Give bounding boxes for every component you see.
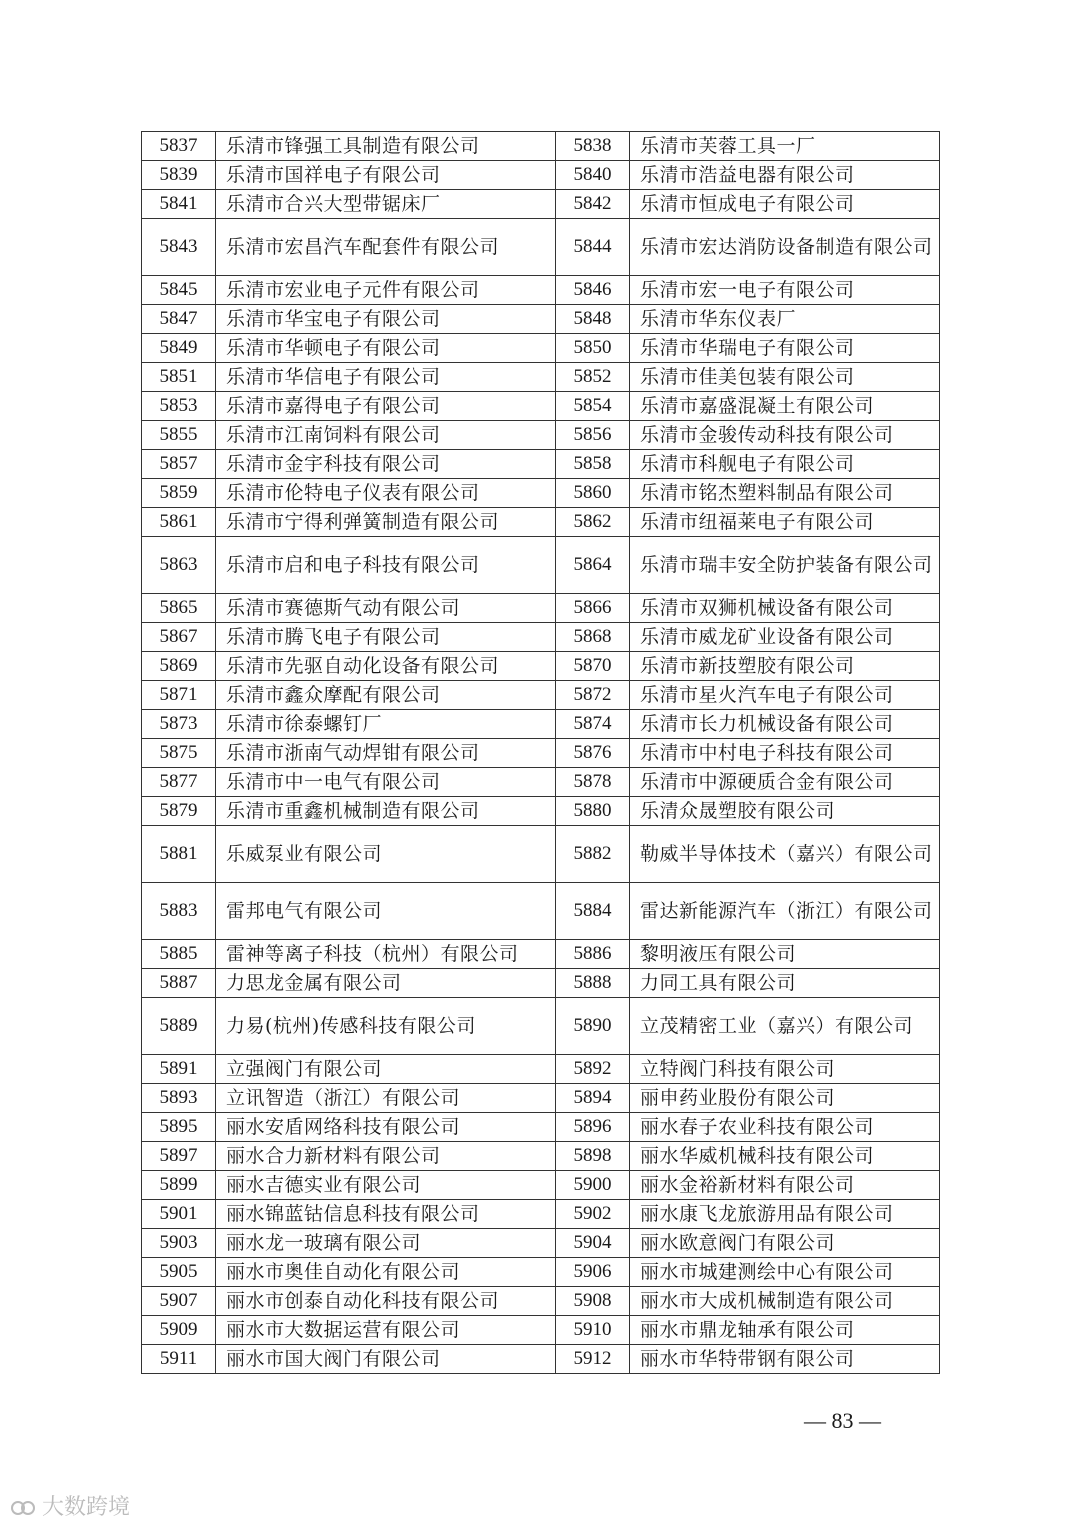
company-name: 乐清市佳美包装有限公司 — [630, 363, 940, 392]
company-name: 立茂精密工业（嘉兴）有限公司 — [630, 998, 940, 1055]
company-name: 丽水春子农业科技有限公司 — [630, 1113, 940, 1142]
row-number: 5897 — [142, 1142, 216, 1171]
company-name: 丽水锦蓝钴信息科技有限公司 — [216, 1200, 556, 1229]
company-name: 乐清市宏业电子元件有限公司 — [216, 276, 556, 305]
row-number: 5852 — [556, 363, 630, 392]
company-name: 乐清市长力机械设备有限公司 — [630, 710, 940, 739]
company-name: 乐清市宏昌汽车配套件有限公司 — [216, 219, 556, 276]
company-name: 立特阀门科技有限公司 — [630, 1055, 940, 1084]
table-row — [142, 392, 940, 421]
company-name: 乐清市华瑞电子有限公司 — [630, 334, 940, 363]
row-number: 5869 — [142, 652, 216, 681]
row-number: 5863 — [142, 537, 216, 594]
table-row — [142, 363, 940, 392]
company-name: 雷神等离子科技（杭州）有限公司 — [216, 940, 556, 969]
row-number: 5899 — [142, 1171, 216, 1200]
company-name: 乐清市中村电子科技有限公司 — [630, 739, 940, 768]
company-name: 乐清市宏一电子有限公司 — [630, 276, 940, 305]
company-name: 乐清市中源硬质合金有限公司 — [630, 768, 940, 797]
row-number: 5858 — [556, 450, 630, 479]
row-number: 5867 — [142, 623, 216, 652]
row-number: 5906 — [556, 1258, 630, 1287]
company-name: 乐清市铭杰塑料制品有限公司 — [630, 479, 940, 508]
row-number: 5873 — [142, 710, 216, 739]
row-number: 5845 — [142, 276, 216, 305]
company-name: 乐清市中一电气有限公司 — [216, 768, 556, 797]
company-name: 乐清市赛德斯气动有限公司 — [216, 594, 556, 623]
table-row — [142, 334, 940, 363]
company-name: 乐清市浩益电器有限公司 — [630, 161, 940, 190]
company-name: 乐清市纽福莱电子有限公司 — [630, 508, 940, 537]
page-number: — 83 — — [804, 1408, 881, 1433]
company-name: 丽水欧意阀门有限公司 — [630, 1229, 940, 1258]
company-name: 乐清市江南饲料有限公司 — [216, 421, 556, 450]
table-row — [142, 190, 940, 219]
table-row — [142, 276, 940, 305]
row-number: 5856 — [556, 421, 630, 450]
row-number: 5883 — [142, 883, 216, 940]
table-row — [142, 537, 940, 594]
row-number: 5871 — [142, 681, 216, 710]
row-number: 5843 — [142, 219, 216, 276]
row-number: 5905 — [142, 1258, 216, 1287]
table-row — [142, 1171, 940, 1200]
row-number: 5879 — [142, 797, 216, 826]
row-number: 5903 — [142, 1229, 216, 1258]
row-number: 5842 — [556, 190, 630, 219]
row-number: 5866 — [556, 594, 630, 623]
row-number: 5859 — [142, 479, 216, 508]
company-name: 乐清市科舰电子有限公司 — [630, 450, 940, 479]
row-number: 5877 — [142, 768, 216, 797]
company-name: 乐清市重鑫机械制造有限公司 — [216, 797, 556, 826]
row-number: 5908 — [556, 1287, 630, 1316]
company-name: 丽水龙一玻璃有限公司 — [216, 1229, 556, 1258]
company-name: 乐清市先驱自动化设备有限公司 — [216, 652, 556, 681]
table-row — [142, 1055, 940, 1084]
table-row — [142, 161, 940, 190]
company-name: 丽水市国大阀门有限公司 — [216, 1345, 556, 1374]
row-number: 5881 — [142, 826, 216, 883]
company-name: 乐清市金宇科技有限公司 — [216, 450, 556, 479]
row-number: 5870 — [556, 652, 630, 681]
company-name: 乐清市瑞丰安全防护装备有限公司 — [630, 537, 940, 594]
table-row — [142, 594, 940, 623]
row-number: 5864 — [556, 537, 630, 594]
table-row — [142, 1200, 940, 1229]
row-number: 5878 — [556, 768, 630, 797]
row-number: 5889 — [142, 998, 216, 1055]
table-row — [142, 1287, 940, 1316]
company-name: 乐清市启和电子科技有限公司 — [216, 537, 556, 594]
table-row — [142, 940, 940, 969]
row-number: 5882 — [556, 826, 630, 883]
row-number: 5874 — [556, 710, 630, 739]
row-number: 5875 — [142, 739, 216, 768]
company-name: 雷邦电气有限公司 — [216, 883, 556, 940]
row-number: 5910 — [556, 1316, 630, 1345]
company-name: 黎明液压有限公司 — [630, 940, 940, 969]
company-name: 雷达新能源汽车（浙江）有限公司 — [630, 883, 940, 940]
table-row — [142, 421, 940, 450]
row-number: 5844 — [556, 219, 630, 276]
company-name: 力同工具有限公司 — [630, 969, 940, 998]
table-row — [142, 681, 940, 710]
table-row — [142, 1229, 940, 1258]
row-number: 5865 — [142, 594, 216, 623]
row-number: 5846 — [556, 276, 630, 305]
company-name: 乐清市浙南气动焊钳有限公司 — [216, 739, 556, 768]
company-name: 乐清市合兴大型带锯床厂 — [216, 190, 556, 219]
row-number: 5884 — [556, 883, 630, 940]
company-name: 乐清市星火汽车电子有限公司 — [630, 681, 940, 710]
company-name: 乐清市嘉盛混凝土有限公司 — [630, 392, 940, 421]
company-name: 丽水市大数据运营有限公司 — [216, 1316, 556, 1345]
row-number: 5862 — [556, 508, 630, 537]
table-row — [142, 969, 940, 998]
company-name: 乐威泵业有限公司 — [216, 826, 556, 883]
row-number: 5888 — [556, 969, 630, 998]
company-name: 丽水康飞龙旅游用品有限公司 — [630, 1200, 940, 1229]
table-row — [142, 1113, 940, 1142]
company-name: 乐清市国祥电子有限公司 — [216, 161, 556, 190]
company-name: 乐清市华东仪表厂 — [630, 305, 940, 334]
company-name: 乐清市宏达消防设备制造有限公司 — [630, 219, 940, 276]
table-row — [142, 998, 940, 1055]
row-number: 5855 — [142, 421, 216, 450]
company-name: 丽水市创泰自动化科技有限公司 — [216, 1287, 556, 1316]
row-number: 5839 — [142, 161, 216, 190]
table-row — [142, 623, 940, 652]
table-row — [142, 739, 940, 768]
row-number: 5850 — [556, 334, 630, 363]
table-row — [142, 883, 940, 940]
company-name: 乐清市伦特电子仪表有限公司 — [216, 479, 556, 508]
company-name: 丽申药业股份有限公司 — [630, 1084, 940, 1113]
company-name: 乐清市徐泰螺钉厂 — [216, 710, 556, 739]
row-number: 5893 — [142, 1084, 216, 1113]
company-name: 乐清市恒成电子有限公司 — [630, 190, 940, 219]
row-number: 5840 — [556, 161, 630, 190]
table-row — [142, 826, 940, 883]
company-name: 乐清市腾飞电子有限公司 — [216, 623, 556, 652]
company-name: 乐清市威龙矿业设备有限公司 — [630, 623, 940, 652]
table-row — [142, 1316, 940, 1345]
table-row — [142, 652, 940, 681]
table-row — [142, 479, 940, 508]
row-number: 5885 — [142, 940, 216, 969]
company-name: 丽水合力新材料有限公司 — [216, 1142, 556, 1171]
company-name: 乐清市芙蓉工具一厂 — [630, 132, 940, 161]
table-row — [142, 1084, 940, 1113]
company-name: 乐清市锋强工具制造有限公司 — [216, 132, 556, 161]
company-name: 丽水市大成机械制造有限公司 — [630, 1287, 940, 1316]
row-number: 5898 — [556, 1142, 630, 1171]
row-number: 5887 — [142, 969, 216, 998]
row-number: 5912 — [556, 1345, 630, 1374]
company-name: 立讯智造（浙江）有限公司 — [216, 1084, 556, 1113]
row-number: 5872 — [556, 681, 630, 710]
company-name: 丽水华威机械科技有限公司 — [630, 1142, 940, 1171]
company-name: 立强阀门有限公司 — [216, 1055, 556, 1084]
row-number: 5902 — [556, 1200, 630, 1229]
company-name: 乐清市宁得利弹簧制造有限公司 — [216, 508, 556, 537]
company-name: 丽水市城建测绘中心有限公司 — [630, 1258, 940, 1287]
company-name: 乐清市金骏传动科技有限公司 — [630, 421, 940, 450]
row-number: 5886 — [556, 940, 630, 969]
company-name: 乐清市鑫众摩配有限公司 — [216, 681, 556, 710]
row-number: 5892 — [556, 1055, 630, 1084]
row-number: 5909 — [142, 1316, 216, 1345]
table-row — [142, 1142, 940, 1171]
company-name: 丽水吉德实业有限公司 — [216, 1171, 556, 1200]
row-number: 5880 — [556, 797, 630, 826]
table-row — [142, 1258, 940, 1287]
row-number: 5847 — [142, 305, 216, 334]
company-name: 丽水市鼎龙轴承有限公司 — [630, 1316, 940, 1345]
company-name: 力思龙金属有限公司 — [216, 969, 556, 998]
row-number: 5904 — [556, 1229, 630, 1258]
company-list-body — [142, 132, 940, 1374]
company-name: 乐清市华信电子有限公司 — [216, 363, 556, 392]
row-number: 5837 — [142, 132, 216, 161]
row-number: 5911 — [142, 1345, 216, 1374]
row-number: 5851 — [142, 363, 216, 392]
row-number: 5891 — [142, 1055, 216, 1084]
row-number: 5841 — [142, 190, 216, 219]
table-row — [142, 450, 940, 479]
row-number: 5907 — [142, 1287, 216, 1316]
row-number: 5894 — [556, 1084, 630, 1113]
table-row — [142, 797, 940, 826]
row-number: 5861 — [142, 508, 216, 537]
company-name: 勒威半导体技术（嘉兴）有限公司 — [630, 826, 940, 883]
table-row — [142, 710, 940, 739]
company-name: 丽水金裕新材料有限公司 — [630, 1171, 940, 1200]
company-name: 乐清市双狮机械设备有限公司 — [630, 594, 940, 623]
company-name: 乐清市华宝电子有限公司 — [216, 305, 556, 334]
watermark-text: 大数跨境 — [42, 1495, 131, 1520]
table-row — [142, 768, 940, 797]
row-number: 5838 — [556, 132, 630, 161]
row-number: 5900 — [556, 1171, 630, 1200]
company-name: 乐清市嘉得电子有限公司 — [216, 392, 556, 421]
table-row — [142, 219, 940, 276]
table-row — [142, 508, 940, 537]
watermark-logo-icon — [10, 1497, 36, 1519]
row-number: 5868 — [556, 623, 630, 652]
row-number: 5848 — [556, 305, 630, 334]
company-name: 乐清市华顿电子有限公司 — [216, 334, 556, 363]
row-number: 5896 — [556, 1113, 630, 1142]
company-name: 丽水市华特带钢有限公司 — [630, 1345, 940, 1374]
company-name: 丽水安盾网络科技有限公司 — [216, 1113, 556, 1142]
company-name: 乐清市新技塑胶有限公司 — [630, 652, 940, 681]
row-number: 5890 — [556, 998, 630, 1055]
row-number: 5854 — [556, 392, 630, 421]
row-number: 5895 — [142, 1113, 216, 1142]
row-number: 5860 — [556, 479, 630, 508]
company-name: 丽水市奥佳自动化有限公司 — [216, 1258, 556, 1287]
row-number: 5876 — [556, 739, 630, 768]
watermark — [10, 1490, 130, 1521]
table-row — [142, 305, 940, 334]
company-name: 力易(杭州)传感科技有限公司 — [216, 998, 556, 1055]
table-row — [142, 1345, 940, 1374]
table-row — [142, 132, 940, 161]
row-number: 5853 — [142, 392, 216, 421]
row-number: 5857 — [142, 450, 216, 479]
company-list-table — [141, 131, 940, 1374]
company-name: 乐清众晟塑胶有限公司 — [630, 797, 940, 826]
row-number: 5849 — [142, 334, 216, 363]
row-number: 5901 — [142, 1200, 216, 1229]
